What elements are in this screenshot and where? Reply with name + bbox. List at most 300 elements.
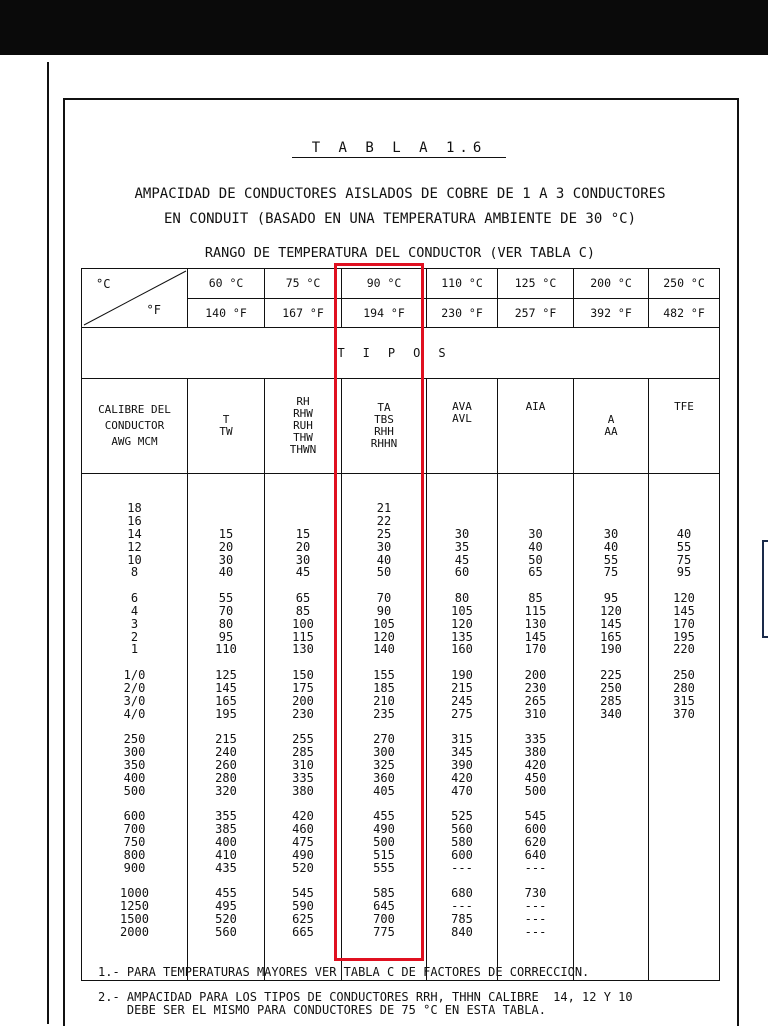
size-group [498, 810, 573, 874]
ampacity-value [574, 913, 648, 926]
size-group [574, 502, 648, 579]
celsius-header: 75 °C [265, 269, 342, 299]
celsius-header: 110 °C [427, 269, 498, 299]
ampacity-value: 370 [673, 706, 695, 721]
tipos-label: TIPOS [82, 328, 720, 379]
conductor-size: 600 [123, 809, 146, 824]
ampacity-value: 300 [373, 745, 395, 760]
ampacity-value: 475 [292, 834, 314, 849]
ampacity-value: 40 [376, 552, 392, 567]
ampacity-value: 400 [215, 834, 237, 849]
conductor-size: 800 [123, 847, 146, 862]
ampacity-value: 125 [215, 668, 237, 683]
ampacity-value: 280 [673, 681, 695, 695]
ampacity-value: 120 [673, 591, 695, 606]
ampacity-value: 200 [292, 693, 314, 708]
size-group [265, 887, 341, 938]
ampacity-value: 45 [295, 565, 311, 580]
ampacity-value: 220 [673, 642, 695, 657]
celsius-header: 60 °C [188, 269, 265, 299]
ampacity-value: 35 [454, 539, 470, 554]
size-group [498, 733, 573, 797]
size-group [574, 887, 648, 938]
ampacity-value: 470 [451, 783, 473, 798]
ampacity-value [574, 836, 648, 849]
ampacity-value: 250 [600, 681, 622, 695]
ampacity-value: 420 [524, 757, 547, 772]
ampacity-value: 500 [373, 834, 395, 849]
ampacity-value: 520 [292, 860, 314, 875]
sizes-column [82, 474, 188, 981]
ampacity-value: 390 [451, 757, 473, 772]
ampacity-value: 190 [451, 668, 473, 683]
ampacity-value: 30 [454, 527, 470, 542]
ampacity-value: 580 [451, 834, 473, 849]
conductor-type: TBS [374, 413, 394, 426]
ampacity-value: 215 [451, 681, 473, 695]
conductor-size: 2000 [120, 924, 149, 939]
fahrenheit-header: 257 °F [498, 298, 574, 328]
ampacity-value: 15 [295, 527, 311, 542]
ampacity-value: 645 [373, 899, 395, 914]
ampacity-value [574, 862, 648, 875]
size-group [265, 810, 341, 874]
ampacity-value: 25 [376, 527, 392, 542]
conductor-type: THWN [289, 443, 317, 456]
ampacity-value [574, 759, 648, 772]
page-edge-line [47, 62, 49, 1024]
size-group [498, 592, 573, 656]
ampacity-value: 405 [373, 783, 395, 798]
calibre-header-line: CALIBRE DEL [98, 403, 171, 416]
fahrenheit-header: 194 °F [342, 298, 427, 328]
ampacity-value: --- [524, 911, 547, 926]
top-scan-bar [0, 0, 768, 55]
conductor-size: 4 [130, 604, 139, 619]
calibre-header-line: AWG MCM [111, 435, 158, 448]
calibre-header [82, 379, 188, 474]
celsius-header: 250 °C [649, 269, 720, 299]
conductor-type: AVA [452, 400, 472, 413]
ampacity-value: 620 [524, 834, 547, 849]
conductor-type: AA [604, 425, 618, 438]
conductor-type: TA [377, 401, 391, 414]
ampacity-value: 200 [524, 668, 547, 683]
ampacity-value: 490 [292, 847, 314, 862]
heading-line-2: EN CONDUIT (BASADO EN UNA TEMPERATURA AMBIENTE DE 30 °C) [163, 211, 636, 227]
conductor-type: AIA [525, 400, 546, 413]
size-group [265, 502, 341, 579]
ampacity-value: 555 [373, 860, 395, 875]
calibre-header-line: CONDUCTOR [104, 419, 165, 432]
ampacity-value: 50 [376, 565, 392, 580]
ampacity-value: 315 [451, 732, 473, 747]
conductor-size: 1000 [120, 886, 149, 901]
ampacity-column [188, 474, 265, 981]
ampacity-value [649, 785, 719, 798]
ampacity-value: 145 [215, 681, 237, 695]
size-group [574, 733, 648, 797]
ampacity-value: 495 [215, 899, 237, 914]
size-group [82, 733, 187, 797]
fahrenheit-header: 482 °F [649, 298, 720, 328]
ampacity-value: 20 [218, 539, 234, 554]
size-group [649, 502, 719, 579]
ampacity-value: 22 [376, 514, 392, 529]
unit-corner-cell [82, 269, 188, 328]
conductor-size: 750 [123, 834, 146, 849]
conductor-size: 16 [127, 514, 142, 529]
title-underline [292, 157, 506, 158]
ampacity-value: 40 [528, 539, 543, 554]
ampacity-value: 525 [451, 809, 473, 824]
ampacity-value: 590 [292, 899, 314, 914]
ampacity-value: 775 [373, 924, 395, 939]
ampacity-value: 160 [451, 642, 473, 657]
ampacity-value: 215 [215, 732, 237, 747]
fahrenheit-header: 140 °F [188, 298, 265, 328]
conductor-size: 12 [127, 539, 142, 554]
conductor-size: 300 [123, 745, 146, 760]
ampacity-value: 460 [292, 822, 314, 837]
ampacity-value: 665 [292, 924, 314, 939]
ampacity-value: 65 [528, 565, 543, 580]
ampacity-value: 30 [603, 527, 619, 542]
conductor-size: 2/0 [123, 681, 146, 695]
ampacity-value: 545 [292, 886, 314, 901]
conductor-size: 3/0 [123, 693, 146, 708]
celsius-header: 125 °C [498, 269, 574, 299]
ampacity-value: 170 [673, 616, 695, 631]
ampacity-value: 145 [524, 629, 547, 644]
size-group [649, 733, 719, 797]
ampacity-value: 145 [600, 616, 622, 631]
heading-line-1: AMPACIDAD DE CONDUCTORES AISLADOS DE COBRE DE 1 A 3 CONDUCTORES [134, 186, 666, 202]
conductor-size: 400 [123, 770, 146, 785]
ampacity-value: 230 [524, 681, 547, 695]
ampacity-value: 335 [292, 770, 314, 785]
ampacity-value [574, 849, 648, 862]
ampacity-value: 210 [373, 693, 395, 708]
ampacity-value: 380 [524, 745, 547, 760]
ampacity-value: 90 [376, 604, 392, 619]
ampacity-value: 680 [451, 886, 473, 901]
note-2-line-1: 2.- AMPACIDAD PARA LOS TIPOS DE CONDUCTORES RRH, THHN CALIBRE 14, 12 Y 10 [98, 990, 633, 1004]
ampacity-value: 420 [292, 809, 314, 824]
ampacity-value: 730 [524, 886, 547, 901]
fahrenheit-header: 230 °F [427, 298, 498, 328]
conductor-size: 700 [123, 822, 146, 837]
ampacity-value: 640 [524, 847, 547, 862]
note-2-line-2: DEBE SER EL MISMO PARA CONDUCTORES DE 75 °C EN ESTA TABLA. [98, 1003, 546, 1017]
ampacity-value: 455 [373, 809, 395, 824]
ampacity-value: 245 [451, 693, 473, 708]
conductor-size: 500 [123, 783, 146, 798]
ampacity-value: 335 [524, 732, 547, 747]
ampacity-value: 195 [215, 706, 237, 721]
conductor-size: 1 [130, 642, 139, 657]
ampacity-value: 410 [215, 847, 237, 862]
ampacity-value: 100 [292, 616, 314, 631]
ampacity-value: --- [451, 860, 473, 875]
size-group [498, 502, 573, 579]
ampacity-value: 50 [528, 552, 543, 567]
conductor-types-cell [427, 379, 498, 474]
conductor-size: 8 [130, 565, 139, 580]
ampacity-value: 585 [373, 886, 395, 901]
ampacity-value: 185 [373, 681, 395, 695]
size-group [82, 592, 187, 656]
ampacity-value: 190 [600, 642, 622, 657]
conductor-types-cell [498, 379, 574, 474]
conductor-type: RHHN [370, 437, 398, 450]
conductor-size: 18 [127, 501, 142, 516]
ampacity-value: 105 [373, 616, 395, 631]
ampacity-value: 70 [376, 591, 392, 606]
conductor-type: THW [293, 431, 313, 444]
ampacity-value: 135 [451, 629, 473, 644]
ampacity-value: 40 [676, 527, 692, 542]
size-group [574, 669, 648, 720]
size-group [427, 669, 497, 720]
ampacity-value: 55 [603, 552, 619, 567]
conductor-size: 900 [123, 860, 146, 875]
ampacity-value [574, 926, 648, 939]
ampacity-value: 145 [673, 604, 695, 619]
highlight-90c-column [334, 263, 424, 961]
ampacity-value: 345 [451, 745, 473, 760]
side-bracket-mark [762, 540, 768, 638]
conductor-size: 14 [127, 527, 142, 542]
ampacity-value: 310 [292, 757, 314, 772]
ampacity-value: 60 [454, 565, 470, 580]
ampacity-value: 45 [454, 552, 470, 567]
ampacity-value: 85 [528, 591, 543, 606]
size-group [574, 592, 648, 656]
size-group [427, 810, 497, 874]
ampacity-value: 310 [524, 706, 547, 721]
ampacity-value: 165 [215, 693, 237, 708]
ampacity-value: 115 [524, 604, 547, 619]
ampacity-value [649, 926, 719, 939]
conductor-size: 10 [127, 552, 142, 567]
ampacity-value: --- [524, 860, 547, 875]
conductor-type: RHW [293, 407, 313, 420]
conductor-size: 250 [123, 732, 146, 747]
ampacity-value: 15 [218, 527, 234, 542]
ampacity-value: 105 [451, 604, 473, 619]
note-1: 1.- PARA TEMPERATURAS MAYORES VER TABLA C DE FACTORES DE CORRECCION. [98, 965, 590, 979]
ampacity-value: 95 [676, 565, 692, 580]
ampacity-value: 325 [373, 757, 395, 772]
conductor-type: T [222, 413, 230, 426]
ampacity-value [649, 862, 719, 875]
ampacity-value: 285 [292, 745, 314, 760]
size-group [265, 592, 341, 656]
conductor-type: AVL [452, 412, 472, 425]
conductor-size: 2 [130, 629, 139, 644]
ampacity-value: 30 [528, 527, 543, 542]
ampacity-value: 340 [600, 706, 622, 721]
size-group [649, 669, 719, 720]
conductor-size: 3 [130, 616, 139, 631]
ampacity-value: --- [524, 924, 547, 939]
size-group [498, 887, 573, 938]
ampacity-value: --- [451, 899, 473, 914]
conductor-type: TW [219, 425, 233, 438]
ampacity-value: 40 [218, 565, 234, 580]
ampacity-value: 165 [600, 629, 622, 644]
ampacity-column [574, 474, 649, 981]
size-group [574, 810, 648, 874]
fahrenheit-header: 392 °F [574, 298, 649, 328]
ampacity-value: 785 [451, 911, 473, 926]
conductor-type: TFE [674, 400, 694, 413]
ampacity-value: 380 [292, 783, 314, 798]
ampacity-value: 140 [373, 642, 395, 657]
ampacity-value [649, 772, 719, 785]
ampacity-value: 155 [373, 668, 395, 683]
size-group [188, 592, 264, 656]
size-group [188, 502, 264, 579]
size-group [188, 810, 264, 874]
ampacity-value: 625 [292, 911, 314, 926]
conductor-size: 4/0 [123, 706, 146, 721]
size-group [649, 887, 719, 938]
conductor-size: 6 [130, 591, 139, 606]
celsius-unit-label: °C [96, 277, 111, 291]
size-group [188, 887, 264, 938]
ampacity-value: 95 [218, 629, 234, 644]
ampacity-column [427, 474, 498, 981]
conductor-size: 1500 [120, 911, 149, 926]
ampacity-value: 355 [215, 809, 237, 824]
ampacity-value: 80 [454, 591, 470, 606]
conductor-size: 1/0 [123, 668, 146, 683]
ampacity-value: 120 [451, 616, 473, 631]
size-group [427, 502, 497, 579]
ampacity-value: 195 [673, 629, 695, 644]
ampacity-value: 385 [215, 822, 237, 837]
conductor-type: A [607, 413, 615, 426]
ampacity-value: 120 [373, 629, 395, 644]
size-group [188, 669, 264, 720]
ampacity-column [498, 474, 574, 981]
ampacity-value [574, 772, 648, 785]
ampacity-value [574, 785, 648, 798]
note-2 [98, 991, 633, 1017]
ampacity-value: 235 [373, 706, 395, 721]
ampacity-value: 280 [215, 770, 237, 785]
celsius-header: 90 °C [342, 269, 427, 299]
ampacity-value [649, 836, 719, 849]
ampacity-value: 360 [373, 770, 395, 785]
size-group [82, 502, 187, 579]
conductor-types-cell [265, 379, 342, 474]
size-group [649, 810, 719, 874]
size-group [427, 592, 497, 656]
size-group [498, 669, 573, 720]
fahrenheit-header: 167 °F [265, 298, 342, 328]
conductor-size: 350 [123, 757, 146, 772]
ampacity-value: 275 [451, 706, 473, 721]
ampacity-value: 420 [451, 770, 473, 785]
ampacity-value: 30 [218, 552, 234, 567]
conductor-size: 1250 [120, 899, 149, 914]
ampacity-value: 230 [292, 706, 314, 721]
fahrenheit-unit-label: °F [146, 303, 161, 317]
ampacity-value: 315 [673, 693, 695, 708]
size-group [188, 733, 264, 797]
ampacity-value: 700 [373, 911, 395, 926]
size-group [427, 887, 497, 938]
ampacity-value: 130 [292, 642, 314, 657]
ampacity-value: 600 [524, 822, 547, 837]
ampacity-value: 240 [215, 745, 237, 760]
ampacity-value [649, 913, 719, 926]
ampacity-value: 80 [218, 616, 234, 631]
ampacity-value: 75 [676, 552, 692, 567]
celsius-header: 200 °C [574, 269, 649, 299]
ampacity-value: 260 [215, 757, 237, 772]
ampacity-value: 840 [451, 924, 473, 939]
ampacity-value: 265 [524, 693, 547, 708]
table-title: T A B L A 1.6 [311, 140, 487, 156]
ampacity-value: 255 [292, 732, 314, 747]
ampacity-value: 515 [373, 847, 395, 862]
conductor-type: RHH [374, 425, 394, 438]
ampacity-value [649, 849, 719, 862]
ampacity-value [649, 759, 719, 772]
ampacity-value: 490 [373, 822, 395, 837]
ampacity-value: 40 [603, 539, 619, 554]
conductor-type: RH [296, 395, 310, 408]
ampacity-value: 500 [524, 783, 547, 798]
ampacity-value: 270 [373, 732, 395, 747]
ampacity-value: 21 [376, 501, 392, 516]
ampacity-value: 55 [218, 591, 234, 606]
ampacity-value: --- [524, 899, 547, 914]
ampacity-value: 75 [603, 565, 619, 580]
size-group [82, 810, 187, 874]
size-group [265, 733, 341, 797]
ampacity-value: 20 [295, 539, 311, 554]
ampacity-value: 110 [215, 642, 237, 657]
ampacity-value: 120 [600, 604, 622, 619]
ampacity-value: 30 [376, 539, 392, 554]
ampacity-value: 320 [215, 783, 237, 798]
ampacity-value: 545 [524, 809, 547, 824]
ampacity-value: 600 [451, 847, 473, 862]
ampacity-column [649, 474, 720, 981]
size-group [649, 592, 719, 656]
size-group [265, 669, 341, 720]
ampacity-value: 560 [451, 822, 473, 837]
conductor-types-cell [188, 379, 265, 474]
ampacity-value: 130 [524, 616, 547, 631]
conductor-types-cell [574, 379, 649, 474]
ampacity-value: 170 [524, 642, 547, 657]
ampacity-value: 435 [215, 860, 237, 875]
conductor-type: RUH [293, 419, 313, 432]
ampacity-value: 150 [292, 668, 314, 683]
ampacity-value: 225 [600, 668, 622, 683]
ampacity-column [265, 474, 342, 981]
ampacity-value: 85 [295, 604, 311, 619]
ampacity-value: 520 [215, 911, 237, 926]
size-group [82, 669, 187, 720]
conductor-types-cell [649, 379, 720, 474]
